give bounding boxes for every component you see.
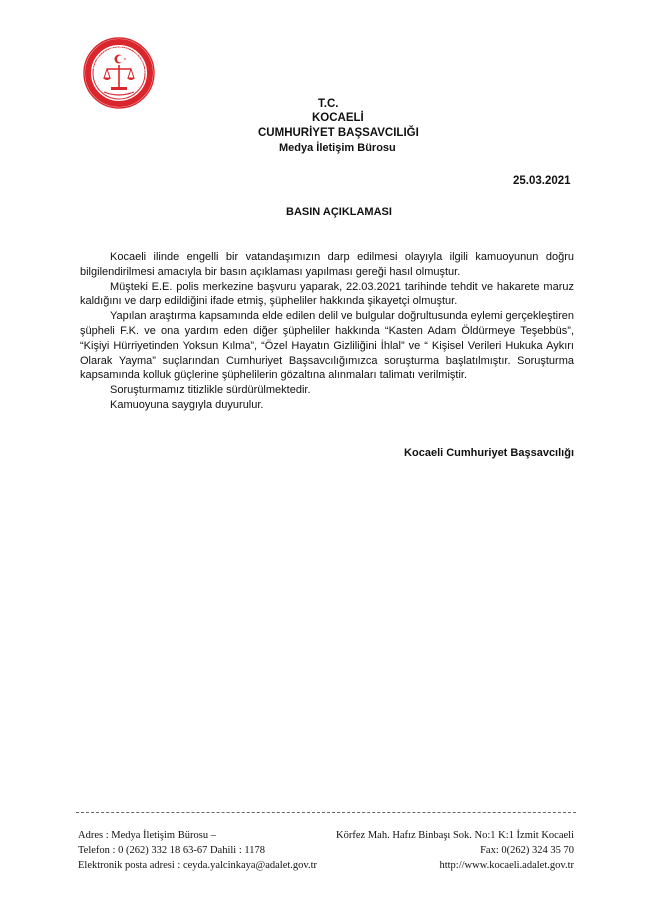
document-title: BASIN AÇIKLAMASI (286, 206, 392, 218)
signature: Kocaeli Cumhuriyet Başsavcılığı (404, 447, 574, 459)
footer-phone-row (78, 845, 574, 856)
document-body (80, 250, 574, 413)
seal-lettering: KOCAELİ CUMHURİYET BAŞSAVCILI (90, 43, 149, 74)
header-province: KOCAELİ (312, 112, 364, 124)
footer-email: Elektronik posta adresi : ceyda.yalcinkaya@adalet.gov.tr (78, 860, 318, 871)
document-date: 25.03.2021 (513, 175, 571, 187)
footer-address-value: Körfez Mah. Hafız Binbaşı Sok. No:1 K:1 İzmit Kocaeli (336, 830, 574, 841)
paragraph: Kocaeli ilinde engelli bir vatandaşımızın darp edilmesi olayıyla ilgili kamuoyunun doğru bilgilendirilmesi amacıyla bir basın açıklaması yapılması gereği hasıl olmuştur. (80, 251, 574, 278)
header-tc: T.C. (318, 98, 339, 110)
prosecutor-seal-icon (82, 36, 156, 110)
footer-divider (76, 812, 576, 813)
footer-address-row (78, 830, 574, 841)
footer-contact-row (78, 860, 574, 871)
header-office: Medya İletişim Bürosu (279, 142, 396, 154)
footer-phone: Telefon : 0 (262) 332 18 63-67 Dahili : 1178 (78, 845, 265, 856)
paragraph: Müşteki E.E. polis merkezine başvuru yaparak, 22.03.2021 tarihinde tehdit ve hakarete maruz kaldığını ve darp edildiğini ifade etmiş, şüpheliler hakkında şikayetçi olmuştur. (80, 280, 574, 308)
header-institution: CUMHURİYET BAŞSAVCILIĞI (258, 127, 419, 139)
paragraph: Yapılan araştırma kapsamında elde edilen delil ve bulgular doğrultusunda eylemi gerçekleştiren şüpheli F.K. ve ona yardım eden diğer şüpheliler hakkında “Kasten Adam Öldürmeye Teşebbüs”, “Kişiyi Hürriyetinden Yoksun Kılma”, “Özel Hayatın Gizliliğini İhlal” ve “ Kişisel Verileri Hukuka Aykırı Olarak Yayma” suçlarından Cumhuriyet Başsavcılığımızca soruşturma başlatılmıştır. Soruşturma kapsamında kolluk güçlerine şüphelilerin gözaltına alınmaları talimatı verilmiştir. (80, 310, 574, 382)
paragraph: Kamuoyuna saygıyla duyurulur. (110, 398, 264, 411)
paragraph: Soruşturmamız titizlikle sürdürülmektedir. (110, 384, 311, 397)
footer-website-link[interactable]: http://www.kocaeli.adalet.gov.tr (439, 860, 574, 871)
footer-address-label: Adres : Medya İletişim Bürosu – (78, 830, 216, 841)
footer-fax: Fax: 0(262) 324 35 70 (480, 845, 574, 856)
